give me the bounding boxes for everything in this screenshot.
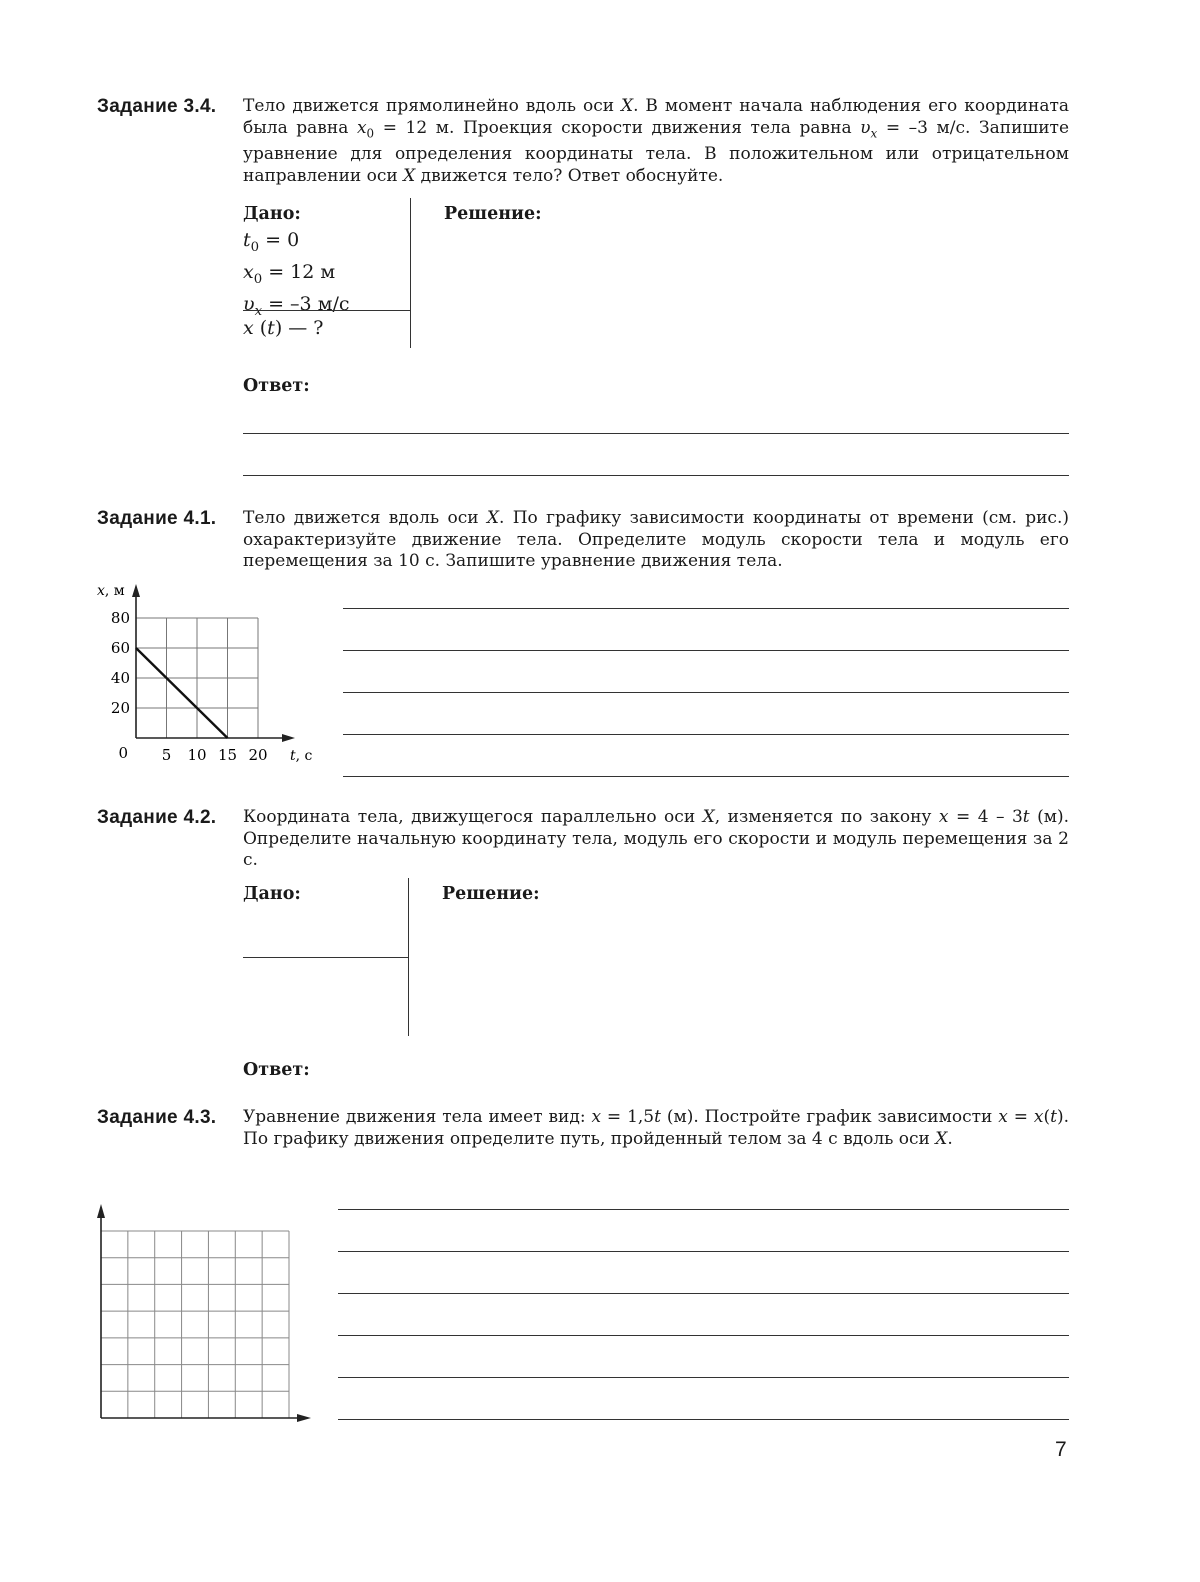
x-tick-label: 10 <box>187 746 207 764</box>
series-line <box>136 648 228 738</box>
x-axis-arrow <box>282 734 295 742</box>
answer-line[interactable] <box>243 433 1069 434</box>
origin-label: 0 <box>118 744 128 762</box>
answer-line[interactable] <box>343 650 1069 651</box>
task-4-2-text: Координата тела, движущегося параллельно оси X, изменяется по закону x = 4 – 3t (м). Определите начальную координату тела, модуль его скорости и модуль перемещения за 2 с. <box>243 807 1069 870</box>
y-axis-arrow <box>132 584 140 597</box>
y-axis-label: x, м <box>97 583 125 599</box>
graph-labels <box>97 583 313 764</box>
given-divider <box>243 310 411 311</box>
y-tick-label: 60 <box>110 639 130 657</box>
answer-line[interactable] <box>243 475 1069 476</box>
given-item: $\upsilon_x = -3$ м/с <box>243 292 350 319</box>
x-tick-label: 15 <box>217 746 238 764</box>
graph-axes <box>132 584 295 742</box>
task-4-1-label: Задание 4.1. <box>97 508 217 529</box>
y-axis-arrow <box>97 1204 105 1218</box>
page-number: 7 <box>1055 1438 1067 1461</box>
solution-area[interactable] <box>442 914 1062 1034</box>
task-4-3-text: Уравнение движения тела имеет вид: x = 1,5t (м). Постройте график зависимости x = x(t). По графику движения определите путь, пройденный телом за 4 с вдоль оси X. <box>243 1107 1069 1149</box>
answer-line[interactable] <box>343 692 1069 693</box>
x-tick-label: 5 <box>161 746 172 764</box>
given-item: $x_0 = 12$ м <box>243 260 336 287</box>
answer-line[interactable] <box>338 1293 1069 1294</box>
task-3-4-text: Тело движется прямолинейно вдоль оси X. В момент начала наблюдения его координата была равна $x_0 = 12$ м. Проекция скорости движения тела равна $\upsilon_x = -3$ м/с. Запишите уравнение для определения координаты тела. В положительном или отрицательном направлении оси X движется тело? Ответ обоснуйте. <box>243 96 1070 186</box>
task-4-1-text: Тело движется вдоль оси X. По графику зависимости координаты от времени (см. рис.) охарактеризуйте движение тела. Определите модуль скорости тела и модуль его перемещения за 10 с. Запишите уравнение движения тела. <box>243 508 1069 571</box>
answer-line[interactable] <box>343 608 1069 609</box>
answer-title: Ответ: <box>243 1060 310 1080</box>
given-title: Дано: <box>243 204 301 224</box>
graph-series <box>136 648 228 738</box>
x-tick-label: 20 <box>248 746 268 764</box>
answer-line[interactable] <box>338 1209 1069 1210</box>
blank-grid <box>101 1231 289 1418</box>
answer-title: Ответ: <box>243 376 310 396</box>
x-axis-arrow <box>297 1414 311 1422</box>
graph-grid <box>136 618 258 738</box>
given-solution-separator <box>408 878 409 1036</box>
task-4-2-label: Задание 4.2. <box>97 807 217 828</box>
solution-title: Решение: <box>444 204 542 224</box>
answer-line[interactable] <box>338 1377 1069 1378</box>
y-tick-label: 40 <box>110 669 130 687</box>
x-axis-label: t, с <box>290 748 313 764</box>
y-tick-label: 80 <box>110 609 130 627</box>
answer-line[interactable] <box>338 1419 1069 1420</box>
task-3-4-label: Задание 3.4. <box>97 96 217 117</box>
given-solution-separator <box>410 198 411 348</box>
solution-title: Решение: <box>442 884 540 904</box>
coordinate-time-graph <box>90 575 330 775</box>
given-title: Дано: <box>243 884 301 904</box>
blank-graph-grid[interactable] <box>92 1200 317 1428</box>
y-tick-label: 20 <box>110 699 130 717</box>
given-item: $t_0 = 0$ <box>243 229 300 255</box>
solution-area[interactable] <box>444 234 1064 344</box>
answer-line[interactable] <box>343 776 1069 777</box>
answer-line[interactable] <box>338 1335 1069 1336</box>
blank-grid-axes <box>97 1204 311 1422</box>
answer-line[interactable] <box>338 1251 1069 1252</box>
answer-line[interactable] <box>343 734 1069 735</box>
given-divider <box>243 957 409 958</box>
find-quantity: x (t) — ? <box>243 317 324 339</box>
task-4-3-label: Задание 4.3. <box>97 1107 217 1128</box>
